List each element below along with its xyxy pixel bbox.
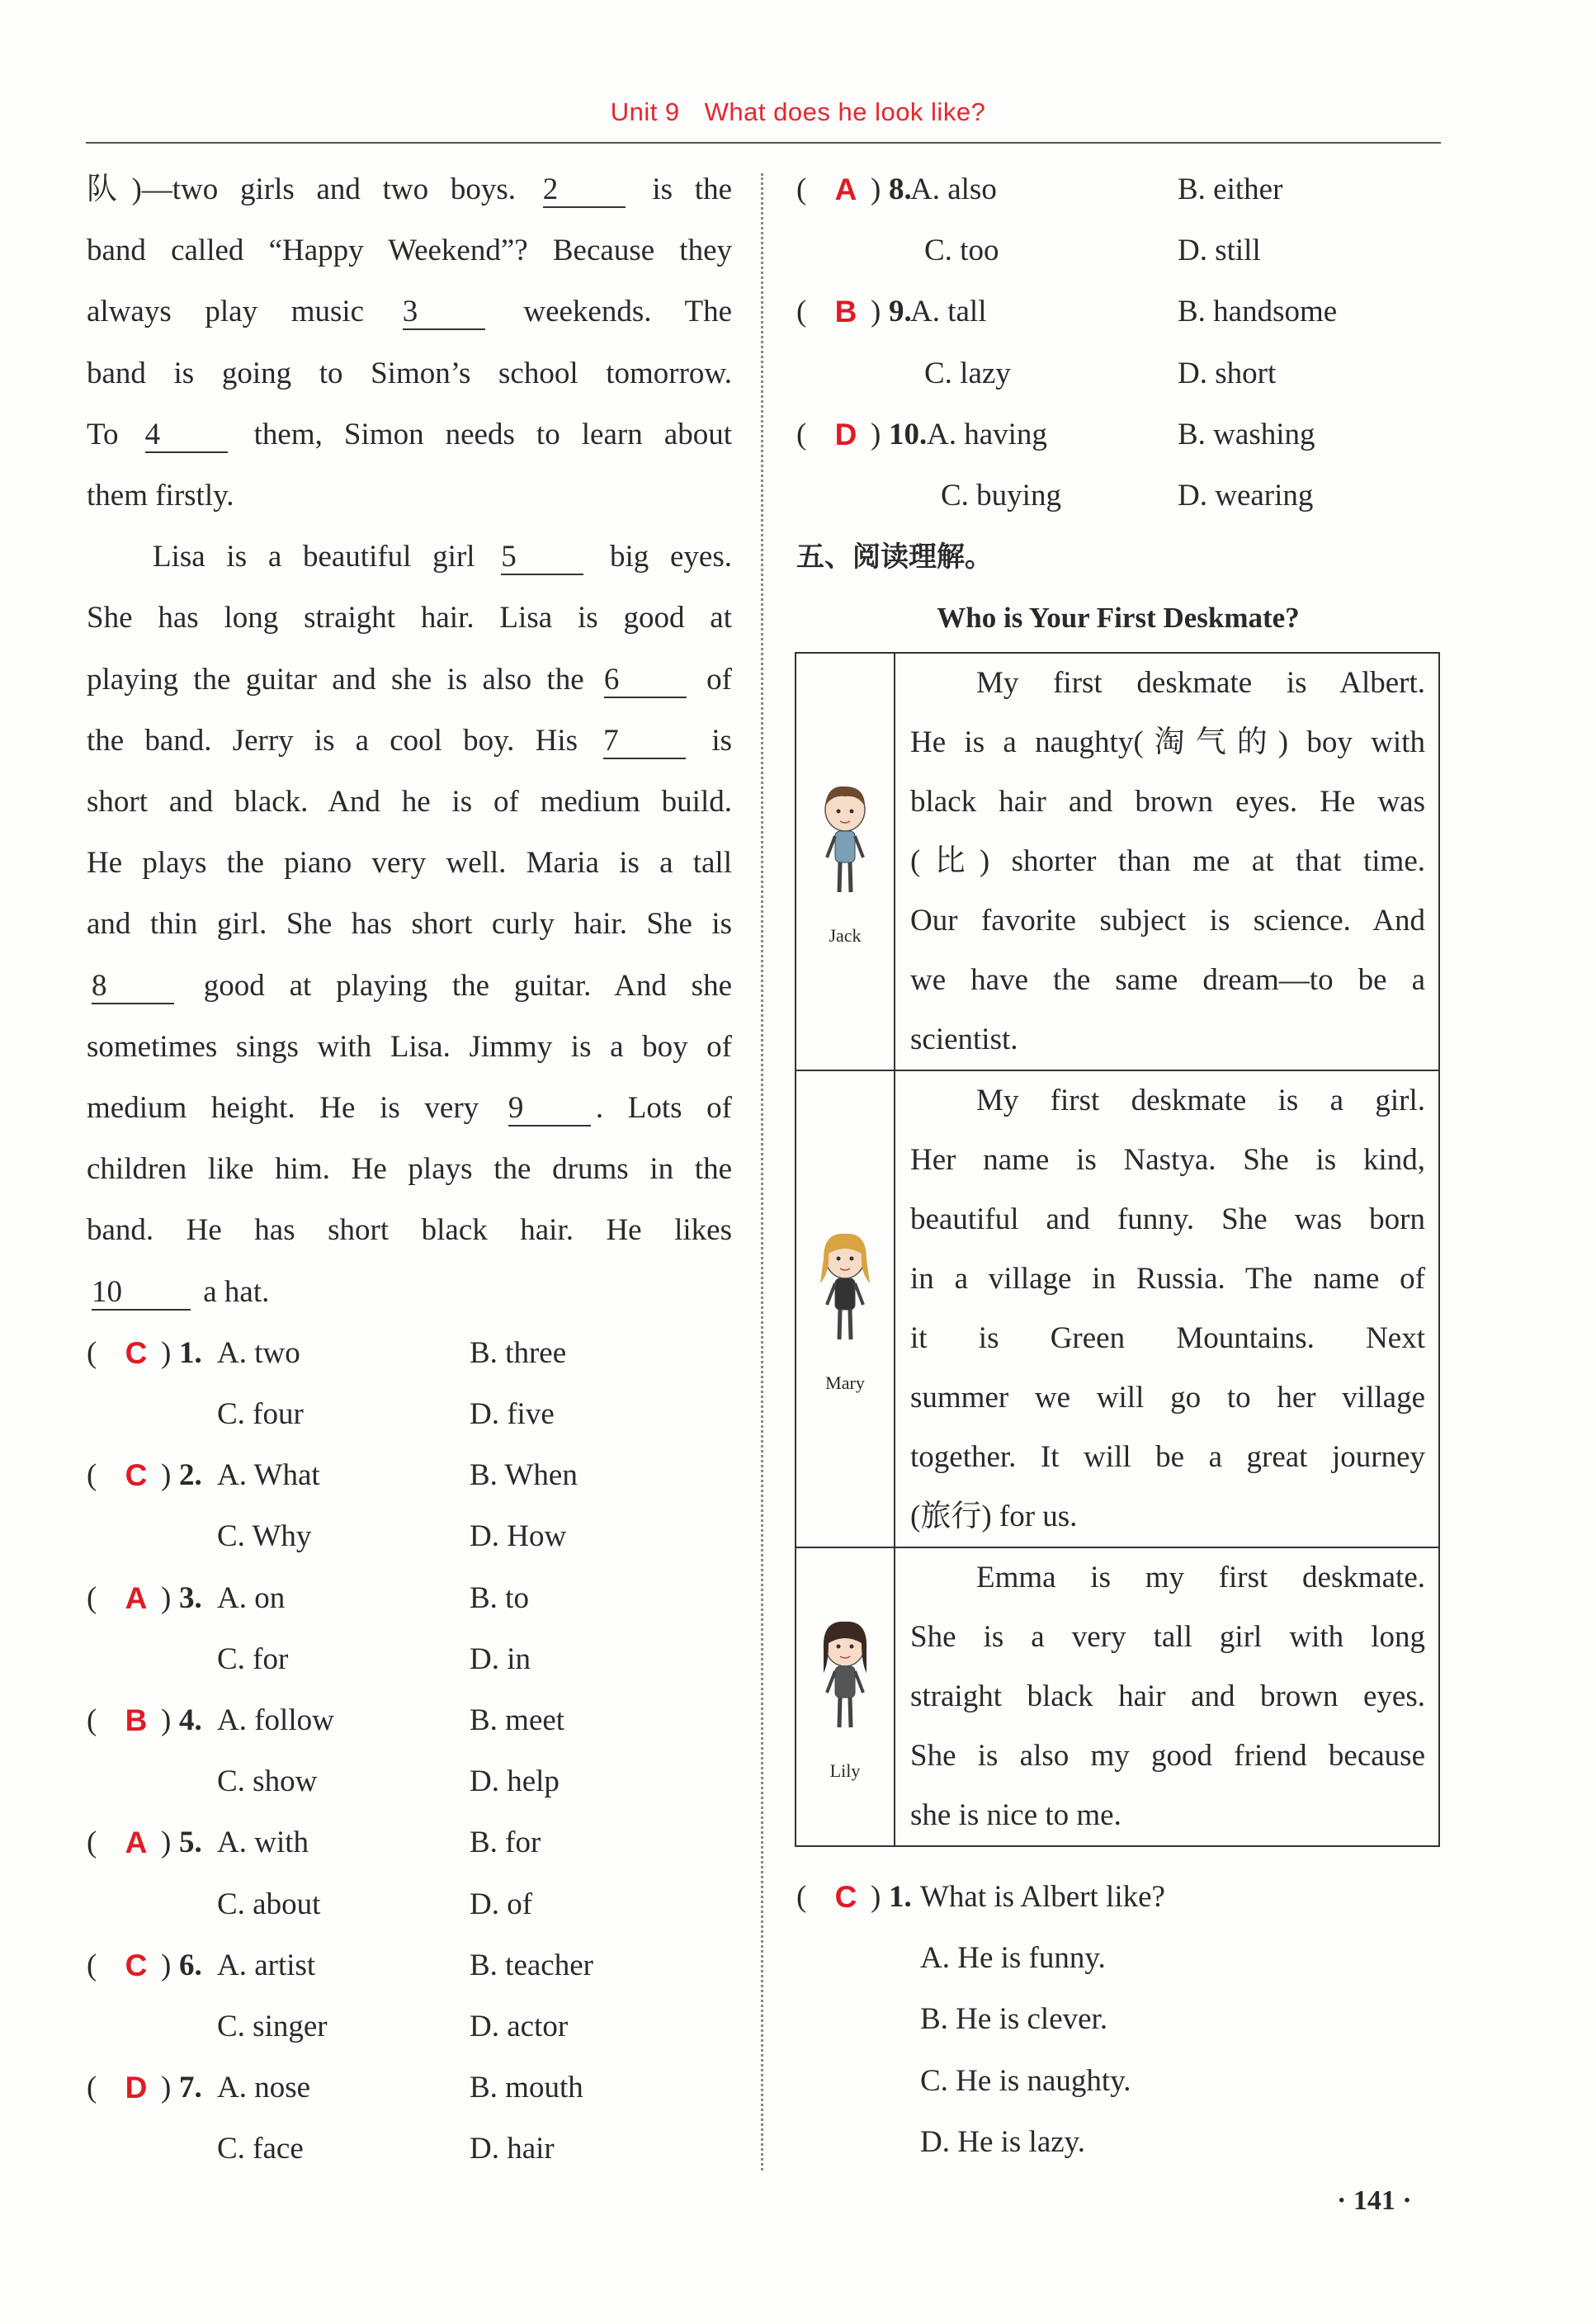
option-d: D. How xyxy=(470,1519,567,1554)
question-row-2 xyxy=(87,1506,732,1567)
open-paren: ( xyxy=(87,2071,97,2105)
question-row xyxy=(87,1812,732,1873)
passage-text: 队)—two girls and two boys. xyxy=(87,172,538,206)
passage-text: good at playing the guitar. And she xyxy=(179,968,732,1003)
passage-paragraph-2 xyxy=(87,527,732,1323)
question-row-2 xyxy=(87,1751,732,1812)
option-c: C. lazy xyxy=(924,356,1011,390)
option-c: C. He is naughty. xyxy=(920,2063,1131,2098)
reading-text: black hair and brown eyes. He was xyxy=(910,785,1425,819)
option-a: A. tall xyxy=(910,295,987,329)
option-a: A. artist xyxy=(217,1948,316,1982)
close-paren: ) xyxy=(871,172,881,206)
passage-line xyxy=(87,894,732,955)
reading-text: He is a naughty(淘气的) boy with xyxy=(910,725,1425,759)
reading-line xyxy=(910,1190,1425,1249)
answer-mark: C xyxy=(125,1948,148,1982)
reading-text-cell xyxy=(895,1070,1439,1547)
reading-text: straight black hair and brown eyes. xyxy=(910,1679,1425,1713)
open-paren: ( xyxy=(796,1880,807,1914)
blank-4: 4 xyxy=(145,418,228,453)
answer-mark: B xyxy=(834,295,857,329)
option-a: A. having xyxy=(927,417,1047,451)
answer-mark: C xyxy=(125,1335,148,1370)
answer-mark: D xyxy=(834,417,857,451)
open-paren: ( xyxy=(796,417,807,451)
passage-text: a hat. xyxy=(196,1274,270,1309)
passage-text: medium height. He is very xyxy=(87,1091,503,1126)
reading-paragraph xyxy=(910,1071,1425,1547)
option-a: A. He is funny. xyxy=(920,1941,1106,1976)
passage-line xyxy=(87,220,732,281)
open-paren: ( xyxy=(87,1826,97,1860)
option-d: D. five xyxy=(470,1397,555,1432)
passage-text: Lisa is a beautiful girl xyxy=(153,540,497,574)
figure-label: Jack xyxy=(829,924,862,946)
open-paren: ( xyxy=(87,1703,97,1737)
passage-text: them, Simon needs to learn about xyxy=(232,417,732,451)
reading-text: My first deskmate is a girl. xyxy=(976,1084,1425,1117)
reading-text: (比) shorter than me at that time. xyxy=(910,844,1425,878)
figure-label: Mary xyxy=(825,1372,865,1393)
reading-line xyxy=(910,1428,1425,1487)
question-number: 1. xyxy=(889,1880,912,1914)
option-b: B. He is clever. xyxy=(920,2002,1108,2037)
blank-2: 2 xyxy=(543,173,626,208)
option-d: D. help xyxy=(470,1764,560,1799)
option-b: B. teacher xyxy=(470,1948,593,1982)
reading-line xyxy=(910,1548,1425,1608)
option-b: B. meet xyxy=(470,1703,565,1737)
answer-mark: B xyxy=(125,1703,148,1737)
question-number: 6. xyxy=(179,1948,202,1982)
header-rule xyxy=(86,142,1441,144)
passage-line xyxy=(87,343,732,404)
passage-text: To xyxy=(87,417,140,451)
unit-title: What does he look like? xyxy=(704,97,986,126)
reading-text-cell xyxy=(895,1547,1439,1846)
open-paren: ( xyxy=(87,1580,97,1615)
option-a: A. follow xyxy=(217,1703,334,1737)
reading-figure-cell xyxy=(796,653,895,1070)
option-c: C. Why xyxy=(217,1519,312,1554)
question-row xyxy=(796,1867,1440,1928)
reading-text: scientist. xyxy=(910,1023,1018,1056)
cartoon-figure-mary xyxy=(812,1226,878,1370)
option-b: B. to xyxy=(470,1580,529,1615)
blank-10: 10 xyxy=(92,1276,191,1311)
open-paren: ( xyxy=(796,172,807,206)
passage-text: playing the guitar and she is also the xyxy=(87,662,599,697)
option-b: B. three xyxy=(470,1335,567,1370)
reading-text: My first deskmate is Albert. xyxy=(976,666,1425,700)
option-c: C. too xyxy=(924,234,999,268)
right-column xyxy=(796,159,1440,649)
open-paren: ( xyxy=(796,295,807,329)
reading-text: we have the same dream—to be a xyxy=(910,963,1425,997)
option-d: D. wearing xyxy=(1178,478,1314,513)
reading-line xyxy=(910,891,1425,951)
reading-figure-cell xyxy=(796,1547,895,1846)
blank-8: 8 xyxy=(92,970,174,1004)
close-paren: ) xyxy=(161,1826,172,1860)
option-a: A. two xyxy=(217,1335,300,1370)
reading-line xyxy=(910,1786,1425,1845)
question-number: 5. xyxy=(179,1826,202,1860)
question-row-2 xyxy=(796,343,1440,404)
question-number: 4. xyxy=(179,1703,202,1737)
question-row xyxy=(87,1323,732,1384)
question-number: 2. xyxy=(179,1458,202,1493)
close-paren: ) xyxy=(871,1880,881,1914)
passage-text: and thin girl. She has short curly hair. She is xyxy=(87,907,732,942)
cloze-questions-right xyxy=(796,159,1440,527)
section-heading: 五、阅读理解。 xyxy=(796,541,993,574)
reading-text: (旅行) for us. xyxy=(910,1500,1078,1533)
passage-line xyxy=(87,956,732,1017)
reading-paragraph xyxy=(910,654,1425,1070)
answer-option xyxy=(796,2051,1440,2112)
reading-table xyxy=(795,652,1440,1847)
reading-line xyxy=(910,772,1425,832)
question-number: 7. xyxy=(179,2071,202,2105)
unit-label: Unit 9 xyxy=(610,97,680,126)
passage-text: weekends. The xyxy=(489,295,732,329)
passage-line xyxy=(87,1262,732,1323)
passage-text: of xyxy=(691,662,733,697)
open-paren: ( xyxy=(87,1948,97,1982)
figure-label: Lily xyxy=(829,1760,861,1781)
question-row-2 xyxy=(796,220,1440,281)
option-d: D. short xyxy=(1178,356,1277,390)
reading-paragraph xyxy=(910,1548,1425,1845)
option-b: B. When xyxy=(470,1458,578,1493)
reading-line xyxy=(910,1726,1425,1786)
passage-text: sometimes sings with Lisa. Jimmy is a boy of xyxy=(87,1029,732,1064)
option-d: D. of xyxy=(470,1887,533,1921)
question-row-2 xyxy=(87,1629,732,1690)
close-paren: ) xyxy=(161,1580,172,1615)
cartoon-figure-jack xyxy=(812,778,878,923)
close-paren: ) xyxy=(871,295,881,329)
reading-line xyxy=(910,654,1425,713)
cloze-questions-left xyxy=(87,1323,732,2180)
reading-text: summer we will go to her village xyxy=(910,1381,1425,1415)
open-paren: ( xyxy=(87,1458,97,1493)
answer-option xyxy=(796,1989,1440,2050)
blank-7: 7 xyxy=(603,725,686,759)
close-paren: ) xyxy=(161,2071,172,2105)
passage-line xyxy=(87,1139,732,1200)
blank-6: 6 xyxy=(604,664,687,698)
blank-3: 3 xyxy=(403,295,485,330)
column-divider xyxy=(761,173,763,2170)
option-c: C. singer xyxy=(217,2009,328,2043)
passage-text: She has long straight hair. Lisa is good at xyxy=(87,601,732,635)
option-b: B. mouth xyxy=(470,2071,583,2105)
answer-mark: A xyxy=(125,1826,148,1860)
option-a: A. with xyxy=(217,1826,309,1860)
reading-line xyxy=(910,1071,1425,1131)
option-d: D. in xyxy=(470,1641,531,1676)
option-c: C. about xyxy=(217,1887,321,1921)
question-row xyxy=(87,1935,732,1996)
reading-text: She is a very tall girl with long xyxy=(910,1620,1425,1654)
answer-option xyxy=(796,1928,1440,1989)
option-c: C. show xyxy=(217,1764,318,1799)
passage-text: band called “Happy Weekend”? Because they xyxy=(87,234,732,268)
reading-text: Emma is my first deskmate. xyxy=(976,1561,1425,1594)
question-number: 9. xyxy=(889,295,912,329)
option-d: D. He is lazy. xyxy=(920,2124,1086,2159)
reading-text: She is also my good friend because xyxy=(910,1739,1425,1773)
close-paren: ) xyxy=(161,1458,172,1493)
reading-title: Who is Your First Deskmate? xyxy=(937,602,1300,635)
passage-line xyxy=(87,465,732,527)
option-d: D. hair xyxy=(470,2132,555,2166)
option-c: C. face xyxy=(217,2132,304,2166)
reading-line xyxy=(910,1368,1425,1428)
passage-line xyxy=(87,527,732,588)
blank-5: 5 xyxy=(501,541,583,575)
page-number: · 141 · xyxy=(1337,2185,1412,2216)
option-c: C. for xyxy=(217,1641,289,1676)
passage-text: always play music xyxy=(87,295,398,329)
passage-line xyxy=(87,1200,732,1261)
passage-text: band is going to Simon’s school tomorrow. xyxy=(87,356,732,390)
close-paren: ) xyxy=(161,1335,172,1370)
reading-text: she is nice to me. xyxy=(910,1798,1121,1832)
option-b: B. washing xyxy=(1178,417,1315,451)
answer-mark: C xyxy=(125,1458,148,1493)
left-column xyxy=(87,159,732,2180)
question-row xyxy=(796,281,1440,342)
passage-line xyxy=(87,711,732,772)
passage-text: them firstly. xyxy=(87,479,234,513)
reading-line xyxy=(910,1309,1425,1368)
reading-question-1 xyxy=(796,1867,1440,2173)
reading-row xyxy=(796,653,1439,1070)
question-row xyxy=(796,159,1440,220)
reading-figure-cell xyxy=(796,1070,895,1547)
reading-line xyxy=(910,1667,1425,1726)
passage-text: big eyes. xyxy=(588,540,732,574)
reading-text: Her name is Nastya. She is kind, xyxy=(910,1143,1425,1177)
question-number: 10. xyxy=(889,417,928,451)
passage-line xyxy=(87,1078,732,1139)
question-row xyxy=(87,2057,732,2119)
question-row xyxy=(87,1445,732,1506)
reading-text: beautiful and funny. She was born xyxy=(910,1202,1425,1236)
passage-line xyxy=(87,404,732,465)
question-number: 1. xyxy=(179,1335,202,1370)
reading-line xyxy=(910,951,1425,1010)
blank-9: 9 xyxy=(508,1092,591,1127)
reading-text: it is Green Mountains. Next xyxy=(910,1321,1425,1355)
question-row-2 xyxy=(87,2119,732,2180)
passage-text: is the xyxy=(630,172,732,206)
question-row xyxy=(796,404,1440,465)
option-b: B. either xyxy=(1178,172,1283,206)
reading-text: Our favorite subject is science. And xyxy=(910,904,1425,938)
option-a: A. What xyxy=(217,1458,320,1493)
option-d: D. actor xyxy=(470,2009,569,2043)
answer-mark: C xyxy=(834,1880,857,1914)
passage-text: the band. Jerry is a cool boy. His xyxy=(87,723,599,758)
reading-row xyxy=(796,1070,1439,1547)
question-number: 8. xyxy=(889,172,912,206)
option-b: B. handsome xyxy=(1178,295,1338,329)
question-stem: What is Albert like? xyxy=(920,1880,1165,1914)
reading-line xyxy=(910,1010,1425,1070)
passage-line xyxy=(87,159,732,220)
reading-line xyxy=(910,713,1425,772)
question-row-2 xyxy=(87,1874,732,1935)
option-c: C. buying xyxy=(941,478,1061,513)
option-c: C. four xyxy=(217,1397,304,1432)
passage-line xyxy=(87,833,732,894)
question-row-2 xyxy=(87,1384,732,1445)
option-d: D. still xyxy=(1178,234,1261,268)
answer-option xyxy=(796,2112,1440,2173)
cartoon-figure-lily xyxy=(812,1613,878,1758)
passage-line xyxy=(87,588,732,649)
answer-mark: D xyxy=(125,2071,148,2105)
reading-text: in a village in Russia. The name of xyxy=(910,1262,1425,1296)
passage-text: short and black. And he is of medium build. xyxy=(87,785,732,820)
reading-line xyxy=(910,1487,1425,1547)
passage-paragraph-1 xyxy=(87,159,732,527)
reading-line xyxy=(910,1131,1425,1190)
answer-mark: A xyxy=(834,172,857,206)
question-row xyxy=(87,1568,732,1629)
option-b: B. for xyxy=(470,1826,541,1860)
question-row-2 xyxy=(796,465,1440,527)
reading-row xyxy=(796,1547,1439,1846)
close-paren: ) xyxy=(871,417,881,451)
unit-header xyxy=(0,97,1596,127)
reading-line xyxy=(910,1249,1425,1309)
reading-text: together. It will be a great journey xyxy=(910,1440,1425,1474)
option-a: A. also xyxy=(910,172,997,206)
open-paren: ( xyxy=(87,1335,97,1370)
reading-line xyxy=(910,832,1425,891)
option-a: A. on xyxy=(217,1580,286,1615)
passage-line xyxy=(87,649,732,711)
passage-line xyxy=(87,772,732,833)
passage-text: children like him. He plays the drums in the xyxy=(87,1152,732,1187)
passage-text: He plays the piano very well. Maria is a tall xyxy=(87,846,732,881)
question-row-2 xyxy=(87,1996,732,2057)
option-a: A. nose xyxy=(217,2071,311,2105)
question-number: 3. xyxy=(179,1580,202,1615)
passage-text: is xyxy=(691,723,732,758)
question-row xyxy=(87,1690,732,1751)
reading-line xyxy=(910,1608,1425,1667)
passage-text: band. He has short black hair. He likes xyxy=(87,1213,732,1248)
passage-text: . Lots of xyxy=(595,1091,733,1126)
answer-mark: A xyxy=(125,1580,148,1615)
close-paren: ) xyxy=(161,1948,172,1982)
passage-line xyxy=(87,281,732,342)
close-paren: ) xyxy=(161,1703,172,1737)
passage-line xyxy=(87,1017,732,1078)
reading-text-cell xyxy=(895,653,1439,1070)
